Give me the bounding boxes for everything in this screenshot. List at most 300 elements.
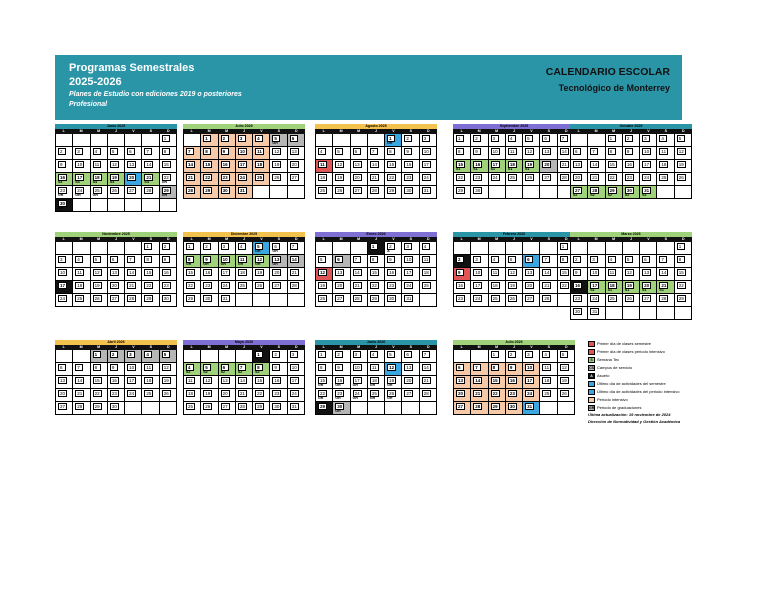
day-tag-label: GR bbox=[318, 396, 324, 400]
day-tag-label: S4 bbox=[109, 180, 115, 184]
day-number: 12 bbox=[389, 365, 395, 370]
day-cell bbox=[73, 147, 90, 160]
day-number: 28 bbox=[188, 188, 194, 193]
day-number: 17 bbox=[492, 162, 498, 167]
legend-label: Primer día de clases periodo intensivo bbox=[597, 349, 665, 354]
day-number: 5 bbox=[335, 148, 343, 155]
weekday-letter: S bbox=[664, 237, 668, 241]
day-number: 27 bbox=[337, 296, 343, 301]
day-cell bbox=[489, 268, 506, 281]
day-number: 25 bbox=[188, 404, 194, 409]
day-cell bbox=[489, 147, 506, 160]
month-title: Marzo 2026 bbox=[570, 232, 692, 237]
weekday-letter: S bbox=[547, 237, 551, 241]
day-number: 15 bbox=[163, 162, 169, 167]
day-number: 27 bbox=[527, 296, 533, 301]
weekday-letter: J bbox=[114, 129, 117, 133]
weekday-letter: D bbox=[166, 237, 170, 241]
day-cell bbox=[571, 160, 588, 173]
day-number: 27 bbox=[222, 404, 228, 409]
day-number: 16 bbox=[475, 162, 481, 167]
legend-item bbox=[588, 380, 728, 388]
weekday-letter: S bbox=[149, 129, 153, 133]
weekday-letter: L bbox=[460, 345, 463, 349]
header-banner bbox=[55, 55, 682, 120]
day-cell bbox=[471, 186, 488, 199]
day-cell bbox=[56, 186, 73, 199]
day-number: 25 bbox=[239, 283, 245, 288]
day-number: 16 bbox=[205, 270, 211, 275]
day-number: 8 bbox=[677, 256, 685, 263]
day-number: 23 bbox=[337, 391, 343, 396]
day-number: 7 bbox=[659, 256, 667, 263]
day-number: 6 bbox=[353, 148, 361, 155]
day-tag-label: S2 bbox=[590, 193, 595, 197]
empty-day-cell bbox=[506, 242, 523, 255]
day-number: 21 bbox=[77, 391, 83, 396]
weekday-letter: L bbox=[460, 129, 463, 133]
empty-day-cell bbox=[56, 350, 73, 363]
institution-name: Tecnológico de Monterrey bbox=[558, 83, 670, 93]
empty-day-cell bbox=[489, 186, 506, 199]
empty-day-cell bbox=[91, 134, 108, 147]
day-cell bbox=[316, 363, 333, 376]
empty-day-cell bbox=[108, 242, 125, 255]
day-number: 2 bbox=[203, 243, 211, 250]
day-cell bbox=[142, 173, 159, 186]
day-cell bbox=[236, 173, 253, 186]
day-number: 15 bbox=[320, 378, 326, 383]
day-cell bbox=[489, 389, 506, 402]
weekday-letter: D bbox=[426, 129, 430, 133]
empty-day-cell bbox=[219, 350, 236, 363]
day-number: 22 bbox=[561, 283, 567, 288]
day-cell bbox=[160, 147, 177, 160]
day-number: 9 bbox=[221, 148, 229, 155]
day-number: 26 bbox=[678, 175, 684, 180]
day-cell bbox=[108, 402, 125, 415]
day-cell bbox=[288, 134, 305, 147]
day-number: 3 bbox=[75, 148, 83, 155]
day-cell bbox=[316, 350, 333, 363]
day-cell bbox=[73, 363, 90, 376]
day-tag-label: A bbox=[387, 249, 390, 253]
day-cell bbox=[675, 281, 692, 294]
day-number: 16 bbox=[337, 378, 343, 383]
day-number: 5 bbox=[677, 135, 685, 142]
day-cell bbox=[506, 402, 523, 415]
day-cell bbox=[184, 255, 201, 268]
legend-swatch bbox=[588, 397, 595, 403]
day-cell bbox=[385, 363, 402, 376]
day-number: 9 bbox=[573, 269, 581, 276]
day-number: 12 bbox=[205, 378, 211, 383]
day-cell bbox=[73, 402, 90, 415]
weekday-letter: J bbox=[374, 129, 377, 133]
day-number: 5 bbox=[162, 351, 170, 358]
day-number: 23 bbox=[222, 175, 228, 180]
day-number: 8 bbox=[491, 364, 499, 371]
day-cell bbox=[402, 389, 419, 402]
day-cell bbox=[108, 268, 125, 281]
weekday-letter: S bbox=[409, 345, 413, 349]
day-number: 2 bbox=[272, 351, 280, 358]
day-tag-label: GR bbox=[161, 193, 168, 197]
day-cell bbox=[184, 402, 201, 415]
day-number: 12 bbox=[561, 365, 567, 370]
day-number: 1 bbox=[93, 351, 101, 358]
day-number: 4 bbox=[75, 256, 83, 263]
day-number: 29 bbox=[146, 296, 152, 301]
day-number: 6 bbox=[456, 364, 464, 371]
day-number: 28 bbox=[239, 404, 245, 409]
day-number: 4 bbox=[186, 364, 194, 371]
day-number: 13 bbox=[60, 378, 66, 383]
legend-swatch bbox=[588, 389, 595, 395]
day-cell bbox=[506, 173, 523, 186]
day-cell bbox=[588, 255, 605, 268]
weekday-letter: V bbox=[647, 129, 650, 133]
day-number: 16 bbox=[111, 378, 117, 383]
day-cell bbox=[236, 134, 253, 147]
day-number: 29 bbox=[163, 188, 169, 193]
weekday-letter: D bbox=[166, 345, 170, 349]
day-number: 15 bbox=[561, 270, 567, 275]
weekday-letter: L bbox=[322, 237, 325, 241]
day-number: 21 bbox=[661, 283, 667, 288]
day-cell bbox=[489, 294, 506, 307]
day-cell bbox=[125, 160, 142, 173]
day-number: 12 bbox=[337, 162, 343, 167]
day-cell bbox=[236, 376, 253, 389]
day-cell bbox=[368, 147, 385, 160]
day-cell bbox=[454, 389, 471, 402]
day-cell bbox=[160, 294, 177, 307]
day-cell bbox=[489, 281, 506, 294]
day-number: 25 bbox=[609, 296, 615, 301]
day-number: 13 bbox=[129, 162, 135, 167]
day-number: 24 bbox=[129, 391, 135, 396]
day-tag-label: GR bbox=[58, 206, 64, 210]
day-cell bbox=[184, 281, 201, 294]
day-cell bbox=[420, 255, 437, 268]
day-cell bbox=[91, 402, 108, 415]
day-number: 28 bbox=[423, 391, 429, 396]
day-number: 6 bbox=[335, 256, 343, 263]
day-number: 14 bbox=[661, 270, 667, 275]
day-cell bbox=[219, 160, 236, 173]
day-cell bbox=[506, 294, 523, 307]
day-number: 10 bbox=[291, 365, 297, 370]
day-cell bbox=[471, 268, 488, 281]
day-number: 14 bbox=[77, 378, 83, 383]
day-tag-label: S1 bbox=[525, 167, 530, 171]
empty-day-cell bbox=[657, 242, 674, 255]
day-cell bbox=[571, 186, 588, 199]
day-number: 17 bbox=[644, 162, 650, 167]
day-cell bbox=[108, 376, 125, 389]
day-number: 24 bbox=[77, 188, 83, 193]
day-cell bbox=[236, 363, 253, 376]
day-cell bbox=[420, 268, 437, 281]
day-cell bbox=[506, 160, 523, 173]
weekday-letter: L bbox=[460, 237, 463, 241]
day-number: 1 bbox=[560, 243, 568, 250]
day-number: 11 bbox=[661, 149, 667, 154]
day-number: 10 bbox=[644, 149, 650, 154]
day-number: 18 bbox=[509, 162, 515, 167]
legend-label: Último día de actividades del semestre bbox=[597, 381, 666, 386]
day-cell bbox=[56, 173, 73, 186]
day-cell bbox=[91, 363, 108, 376]
day-number: 24 bbox=[592, 296, 598, 301]
day-number: 20 bbox=[544, 162, 550, 167]
day-number: 24 bbox=[527, 391, 533, 396]
day-cell bbox=[91, 147, 108, 160]
day-cell bbox=[219, 294, 236, 307]
day-number: 6 bbox=[542, 135, 550, 142]
day-number: 21 bbox=[561, 162, 567, 167]
weekday-letter: M bbox=[357, 345, 361, 349]
day-number: 25 bbox=[320, 188, 326, 193]
day-cell bbox=[253, 402, 270, 415]
day-tag-label: S2 bbox=[624, 193, 630, 197]
empty-day-cell bbox=[368, 134, 385, 147]
empty-day-cell bbox=[253, 186, 270, 199]
day-tag-label: S2 bbox=[607, 193, 612, 197]
legend-label: Primer día de clases semestre bbox=[597, 341, 652, 346]
day-number: 8 bbox=[255, 364, 263, 371]
day-cell bbox=[571, 268, 588, 281]
day-grid bbox=[315, 134, 437, 199]
day-number: 13 bbox=[458, 378, 464, 383]
day-number: 4 bbox=[238, 243, 246, 250]
day-number: 9 bbox=[625, 148, 633, 155]
day-tag-label: GR bbox=[335, 409, 341, 413]
day-number: 29 bbox=[188, 296, 194, 301]
day-cell bbox=[368, 255, 385, 268]
day-grid bbox=[453, 242, 575, 307]
day-cell bbox=[385, 389, 402, 402]
day-tag-label: GR bbox=[352, 396, 358, 400]
day-number: 20 bbox=[527, 283, 533, 288]
day-cell bbox=[270, 242, 287, 255]
weekday-letter: V bbox=[132, 345, 135, 349]
day-number: 27 bbox=[406, 391, 412, 396]
day-number: 13 bbox=[274, 257, 280, 262]
day-cell bbox=[56, 402, 73, 415]
day-cell bbox=[558, 350, 575, 363]
day-cell bbox=[454, 376, 471, 389]
day-cell bbox=[623, 160, 640, 173]
day-cell bbox=[253, 173, 270, 186]
day-number: 9 bbox=[508, 364, 516, 371]
day-number: 17 bbox=[423, 162, 429, 167]
legend bbox=[588, 340, 728, 412]
day-cell bbox=[91, 294, 108, 307]
day-cell bbox=[333, 363, 350, 376]
day-number: 10 bbox=[592, 270, 598, 275]
weekday-letter: V bbox=[530, 345, 533, 349]
empty-day-cell bbox=[142, 402, 159, 415]
day-cell bbox=[657, 268, 674, 281]
empty-day-cell bbox=[73, 242, 90, 255]
day-number: 30 bbox=[205, 296, 211, 301]
day-number: 28 bbox=[661, 296, 667, 301]
empty-day-cell bbox=[540, 402, 557, 415]
day-number: 8 bbox=[203, 148, 211, 155]
day-cell bbox=[640, 268, 657, 281]
day-number: 1 bbox=[186, 243, 194, 250]
day-number: 29 bbox=[257, 404, 263, 409]
weekday-letter: S bbox=[547, 129, 551, 133]
day-number: 24 bbox=[354, 391, 360, 396]
day-number: 19 bbox=[320, 283, 326, 288]
day-cell bbox=[236, 268, 253, 281]
day-cell bbox=[288, 363, 305, 376]
month-calendar bbox=[453, 232, 575, 307]
day-number: 27 bbox=[544, 175, 550, 180]
day-number: 16 bbox=[509, 378, 515, 383]
day-cell bbox=[56, 255, 73, 268]
day-number: 14 bbox=[146, 162, 152, 167]
weekday-letter: M bbox=[225, 345, 229, 349]
day-number: 7 bbox=[590, 148, 598, 155]
calendar-title: CALENDARIO ESCOLAR bbox=[545, 66, 670, 78]
day-cell bbox=[219, 268, 236, 281]
day-cell bbox=[316, 389, 333, 402]
day-number: 21 bbox=[544, 283, 550, 288]
day-number: 20 bbox=[222, 391, 228, 396]
empty-day-cell bbox=[73, 199, 90, 212]
day-number: 16 bbox=[389, 270, 395, 275]
day-grid bbox=[570, 134, 692, 199]
day-number: 30 bbox=[163, 296, 169, 301]
day-number: 24 bbox=[60, 296, 66, 301]
day-number: 8 bbox=[370, 256, 378, 263]
day-tag-label: S1 bbox=[490, 167, 495, 171]
day-cell bbox=[454, 294, 471, 307]
day-cell bbox=[316, 281, 333, 294]
day-number: 7 bbox=[186, 148, 194, 155]
day-number: 23 bbox=[626, 175, 632, 180]
day-number: 9 bbox=[404, 148, 412, 155]
day-cell bbox=[219, 281, 236, 294]
day-number: 31 bbox=[406, 296, 412, 301]
day-number: 20 bbox=[354, 175, 360, 180]
day-cell bbox=[184, 268, 201, 281]
day-cell bbox=[253, 160, 270, 173]
day-number: 18 bbox=[423, 270, 429, 275]
day-number: 1 bbox=[144, 243, 152, 250]
day-cell bbox=[316, 186, 333, 199]
day-cell bbox=[288, 147, 305, 160]
day-cell bbox=[623, 268, 640, 281]
weekday-letter: L bbox=[190, 129, 193, 133]
day-cell bbox=[253, 281, 270, 294]
day-cell bbox=[454, 186, 471, 199]
day-number: 11 bbox=[609, 270, 615, 275]
day-number: 30 bbox=[60, 201, 66, 206]
weekday-letter: M bbox=[207, 345, 211, 349]
day-cell bbox=[402, 255, 419, 268]
day-number: 21 bbox=[475, 391, 481, 396]
day-cell bbox=[125, 389, 142, 402]
day-cell bbox=[540, 255, 557, 268]
empty-day-cell bbox=[270, 294, 287, 307]
day-number: 20 bbox=[458, 391, 464, 396]
day-number: 29 bbox=[94, 404, 100, 409]
day-number: 15 bbox=[94, 378, 100, 383]
empty-day-cell bbox=[160, 402, 177, 415]
day-number: 23 bbox=[475, 175, 481, 180]
day-cell bbox=[125, 294, 142, 307]
day-cell bbox=[108, 173, 125, 186]
day-cell bbox=[270, 147, 287, 160]
day-number: 13 bbox=[644, 270, 650, 275]
day-number: 22 bbox=[389, 175, 395, 180]
month-title: Mayo 2026 bbox=[183, 340, 305, 345]
weekday-letter: J bbox=[114, 345, 117, 349]
day-cell bbox=[657, 134, 674, 147]
day-grid bbox=[183, 350, 305, 415]
day-cell bbox=[253, 134, 270, 147]
day-cell bbox=[606, 255, 623, 268]
day-cell bbox=[588, 281, 605, 294]
day-cell bbox=[316, 402, 333, 415]
day-tag-label: GR bbox=[75, 193, 81, 197]
empty-day-cell bbox=[540, 186, 557, 199]
day-number: 9 bbox=[387, 256, 395, 263]
empty-day-cell bbox=[125, 199, 142, 212]
day-number: 11 bbox=[94, 162, 100, 167]
day-number: 21 bbox=[291, 270, 297, 275]
last-updated-note: Última actualización: 19 noviembre de 2024 bbox=[588, 412, 671, 417]
day-number: 13 bbox=[337, 270, 343, 275]
day-cell bbox=[236, 242, 253, 255]
day-cell bbox=[675, 255, 692, 268]
day-cell bbox=[288, 242, 305, 255]
day-cell bbox=[253, 376, 270, 389]
day-number: 8 bbox=[162, 148, 170, 155]
weekday-letter: S bbox=[547, 345, 551, 349]
day-cell bbox=[288, 255, 305, 268]
day-number: 3 bbox=[525, 351, 533, 358]
day-number: 29 bbox=[320, 404, 326, 409]
day-cell bbox=[56, 363, 73, 376]
day-number: 22 bbox=[146, 283, 152, 288]
weekday-letter: D bbox=[166, 129, 170, 133]
weekday-letter: V bbox=[530, 237, 533, 241]
day-cell bbox=[571, 255, 588, 268]
month-calendar bbox=[55, 232, 177, 307]
day-number: 12 bbox=[678, 149, 684, 154]
day-number: 21 bbox=[423, 378, 429, 383]
empty-day-cell bbox=[402, 402, 419, 415]
month-calendar bbox=[55, 124, 177, 212]
day-cell bbox=[91, 173, 108, 186]
day-number: 17 bbox=[291, 378, 297, 383]
day-grid bbox=[55, 134, 177, 212]
day-cell bbox=[201, 376, 218, 389]
day-number: 22 bbox=[320, 391, 326, 396]
day-cell bbox=[56, 281, 73, 294]
weekday-letter: D bbox=[681, 129, 685, 133]
day-cell bbox=[184, 389, 201, 402]
legend-label: Semana Tec bbox=[597, 357, 620, 362]
day-number: 26 bbox=[320, 296, 326, 301]
day-cell bbox=[506, 363, 523, 376]
